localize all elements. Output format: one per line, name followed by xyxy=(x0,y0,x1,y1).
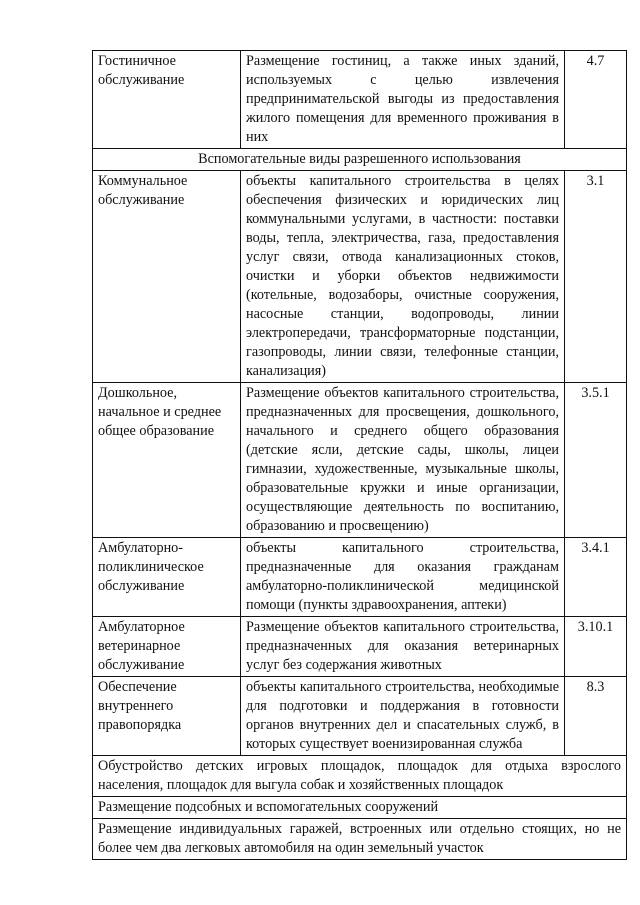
table-row xyxy=(93,171,627,383)
use-description-cell: объекты капитального строительства в целях обеспечения физических и юридических лиц коммунальными услугами, в частности: поставки воды, тепла, электричества, газа, предоставления услуг связи, отвода канализационных стоков, очистки и уборки объектов недвижимости (котельные, водозаборы, очистные сооружения, насосные станции, водопроводы, линии электропередачи, трансформаторные подстанции, газопроводы, линии связи, телефонные станции, канализация) xyxy=(241,171,565,383)
use-name-cell: Коммунальное обслуживание xyxy=(93,171,241,383)
use-description-cell: Размещение объектов капитального строительства, предназначенных для просвещения, дошкольного, начального и среднего общего образования (детские ясли, детские сады, школы, лицеи гимназии, художественные, музыкальные школы, образовательные кружки и иные организации, осуществляющие деятельность по воспитанию, образованию и просвещению) xyxy=(241,383,565,538)
full-width-cell: Размещение индивидуальных гаражей, встроенных или отдельно стоящих, но не более чем два легковых автомобиля на один земельный участок xyxy=(93,819,627,860)
use-code-cell: 3.4.1 xyxy=(565,538,627,617)
use-name-cell: Дошкольное, начальное и среднее общее образование xyxy=(93,383,241,538)
full-width-row xyxy=(93,819,627,860)
full-width-row xyxy=(93,756,627,797)
table-row xyxy=(93,617,627,677)
table-row xyxy=(93,677,627,756)
use-code-cell: 8.3 xyxy=(565,677,627,756)
use-description-cell: объекты капитального строительства, предназначенные для оказания гражданам амбулаторно-поликлинической медицинской помощи (пункты здравоохранения, аптеки) xyxy=(241,538,565,617)
use-name-cell: Амбулаторное ветеринарное обслуживание xyxy=(93,617,241,677)
use-code-cell: 3.1 xyxy=(565,171,627,383)
section-header: Вспомогательные виды разрешенного использования xyxy=(93,149,627,171)
use-code-cell: 3.5.1 xyxy=(565,383,627,538)
table-row xyxy=(93,51,627,149)
full-width-cell: Размещение подсобных и вспомогательных сооружений xyxy=(93,797,627,819)
use-code-cell: 3.10.1 xyxy=(565,617,627,677)
section-header-row xyxy=(93,149,627,171)
use-name-cell: Обеспечение внутреннего правопорядка xyxy=(93,677,241,756)
full-width-cell: Обустройство детских игровых площадок, площадок для отдыха взрослого населения, площадок для выгула собак и хозяйственных площадок xyxy=(93,756,627,797)
use-description-cell: объекты капитального строительства, необходимые для подготовки и поддержания в готовности органов внутренних дел и спасательных служб, в которых существует военизированная служба xyxy=(241,677,565,756)
table-row xyxy=(93,538,627,617)
table-row xyxy=(93,383,627,538)
use-description-cell: Размещение гостиниц, а также иных зданий, используемых с целью извлечения предпринимательской выгоды из предоставления жилого помещения для временного проживания в них xyxy=(241,51,565,149)
use-name-cell: Амбулаторно-поликлиническое обслуживание xyxy=(93,538,241,617)
land-use-table xyxy=(92,50,627,860)
use-name-cell: Гостиничное обслуживание xyxy=(93,51,241,149)
full-width-row xyxy=(93,797,627,819)
use-description-cell: Размещение объектов капитального строительства, предназначенных для оказания ветеринарных услуг без содержания животных xyxy=(241,617,565,677)
use-code-cell: 4.7 xyxy=(565,51,627,149)
